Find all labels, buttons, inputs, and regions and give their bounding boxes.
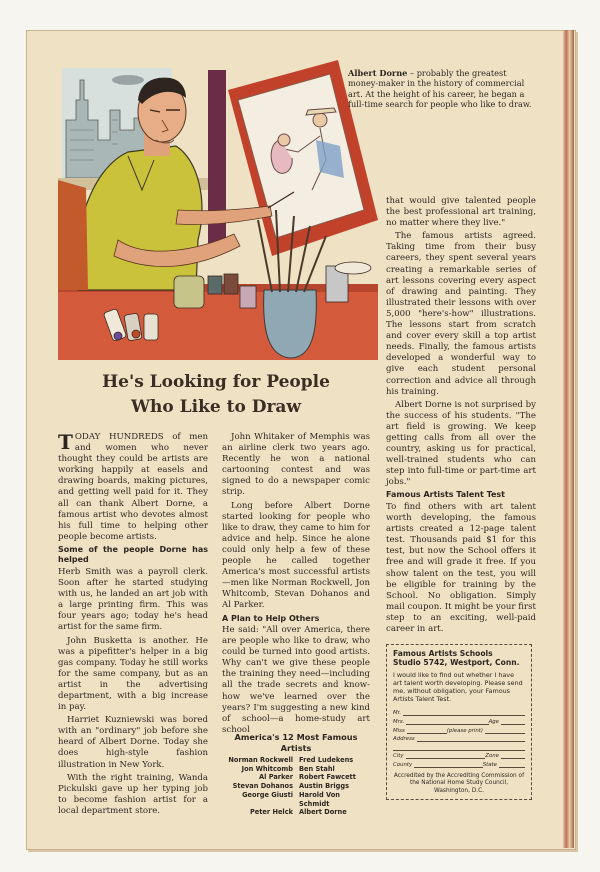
illustration-caption [348,68,538,110]
headline-line-1: He's Looking for People [102,372,330,392]
coupon-request-text: I would like to find out whether I have art talent worth developing. Please send me, without obligation, your Famous Artists Talent Test. [393,670,523,703]
artist-name: Norman Rockwell [228,756,293,764]
print-hint: (please print) [446,727,484,734]
paragraph: that would give talented people the best professional art training, no matter where they live." [386,196,536,229]
artist-name: George Giusti [242,790,293,799]
page-edge [563,30,574,848]
field-label: Miss [393,727,405,734]
paragraph: John Whitaker of Memphis was an airline clerk two years ago. Recently he won a national cartooning contest and was signed to do a newspaper comic strip. [222,432,370,498]
artist-name: Ben Stahl [299,764,335,773]
field-label: Mr. [393,710,402,717]
field-label: City [393,753,404,760]
field-label: Mrs. [393,719,405,725]
city-zone-field[interactable] [393,751,525,760]
coupon-address-line: Studio 5742, Westport, Conn. [393,658,520,668]
coupon-school-name: Famous Artists Schools [393,649,493,658]
caption-text: – probably the greatest money-maker in the history of commercial art. At the height of his career, he began a full-time search for people who like to draw. [348,68,532,110]
address-line-2[interactable] [393,742,525,751]
paragraph [58,432,208,543]
artist-name: Stevan Dohanos [232,782,293,791]
address-field[interactable] [393,734,525,743]
paragraph: With the right training, Wanda Pickulski gave up her typing job to become fashion artist for a local department store. [58,772,208,816]
name-field-miss[interactable] [393,725,525,734]
field-label: Address [393,736,415,743]
artist-names [222,756,370,817]
article-column-3 [386,196,536,637]
caption-name: Albert Dorne [348,68,408,78]
paragraph: Long before Albert Dorne started looking for people who like to draw, they came to him for advice and help. Since he alone could only help a few of these people he called together America's most successful artists —men like Norman Rockwell, Jon Whitcomb, Stevan Dohanos and Al Parker. [222,500,370,611]
mail-coupon[interactable] [386,644,532,800]
coupon-form-fields [393,708,525,768]
artist-name: Fred Ludekens [299,756,354,764]
artist-name: Peter Helck [249,808,293,817]
artist-name: Harold Von Schmidt [299,790,340,808]
article-column-1 [58,432,208,819]
paragraph: The famous artists agreed. Taking time from their busy careers, they spent several years creating a remarkable series of art lessons covering every aspect of drawing and painting. They illustrated their lessons with over 5,000 "here's-how" illustrations. The lessons start from scratch and cover every skill a top artist needs. Finally, the famous artists developed a wonderful way to give each student personal correction and advice all through his training. [386,231,536,397]
age-label: Age [488,719,499,725]
artist-name: Austin Briggs [299,782,350,791]
artist-name: Jon Whitcomb [241,764,293,773]
accreditation-note: Accredited by the Accrediting Commission of the National Home Study Council, Washington, D.C. [393,772,525,794]
paragraph: Herb Smith was a payroll clerk. Soon after he started studying with us, he landed an art job with a large printing firm. This was four years ago; today he's head artist for the same firm. [58,566,208,633]
paragraph: To find others with art talent worth developing, the famous artists created a 12-page talent test. Thousands paid $1 for this test, but now the School offers it free and will grade it free. If you show talent on the test, you will be eligible for training by the School. No obligation. Simply mail coupon. It might be your first step to an exciting, well-paid career in art. [386,501,536,634]
headline-line-2: Who Like to Draw [130,397,302,417]
paragraph-text: ODAY HUNDREDS of men and women who never thought they could be artists are working happily at easels and drawing boards, making pictures, and getting well paid for it. They all can thank Albert Dorne, a famous artist who devotes almost his full time to helping other people become artists. [58,432,208,542]
famous-artists-list [222,732,370,817]
paragraph: John Busketta is another. He was a pipefitter's helper in a big gas company. Today he still works for the same company, but as an artist in the advertising department, with a big increase in pay. [58,635,208,713]
paragraph: He said: "All over America, there are people who like to draw, who could be turned into good artists. Why can't we give these people the training they need—including all the trade secrets and know-how we've learned over the years? I'm suggesting a new kind of school—a home-study art school [222,625,370,735]
field-label: State [482,761,497,768]
famous-artists-title: America's 12 Most Famous Artists [234,732,358,753]
subheading: A Plan to Help Others [222,613,320,623]
artist-name: Al Parker [259,773,293,782]
artist-at-easel-illustration [58,60,378,360]
name-field-mr[interactable] [393,708,525,717]
paragraph: Albert Dorne is not surprised by the success of his students. "The art field is growing. We keep getting calls from all over the country, asking us for practical, well-trained students who can step into full-time or part-time art jobs." [386,399,536,488]
county-state-field[interactable] [393,759,525,768]
subheading: Famous Artists Talent Test [386,490,506,500]
artist-name: Albert Dorne [299,808,347,817]
field-label: County [393,761,413,768]
headline [66,370,366,420]
article-column-2 [222,432,370,738]
paragraph: Harriet Kuzniewski was bored with an "ordinary" job before she heard of Albert Dorne. Today she does high-style fashion illustration in New York. [58,715,208,770]
artist-name: Robert Fawcett [299,773,356,782]
drop-cap: T [58,430,73,454]
subheading: Some of the people Dorne has helped [58,544,208,565]
field-label: Zone [485,753,499,760]
name-field-mrs[interactable] [393,716,525,725]
